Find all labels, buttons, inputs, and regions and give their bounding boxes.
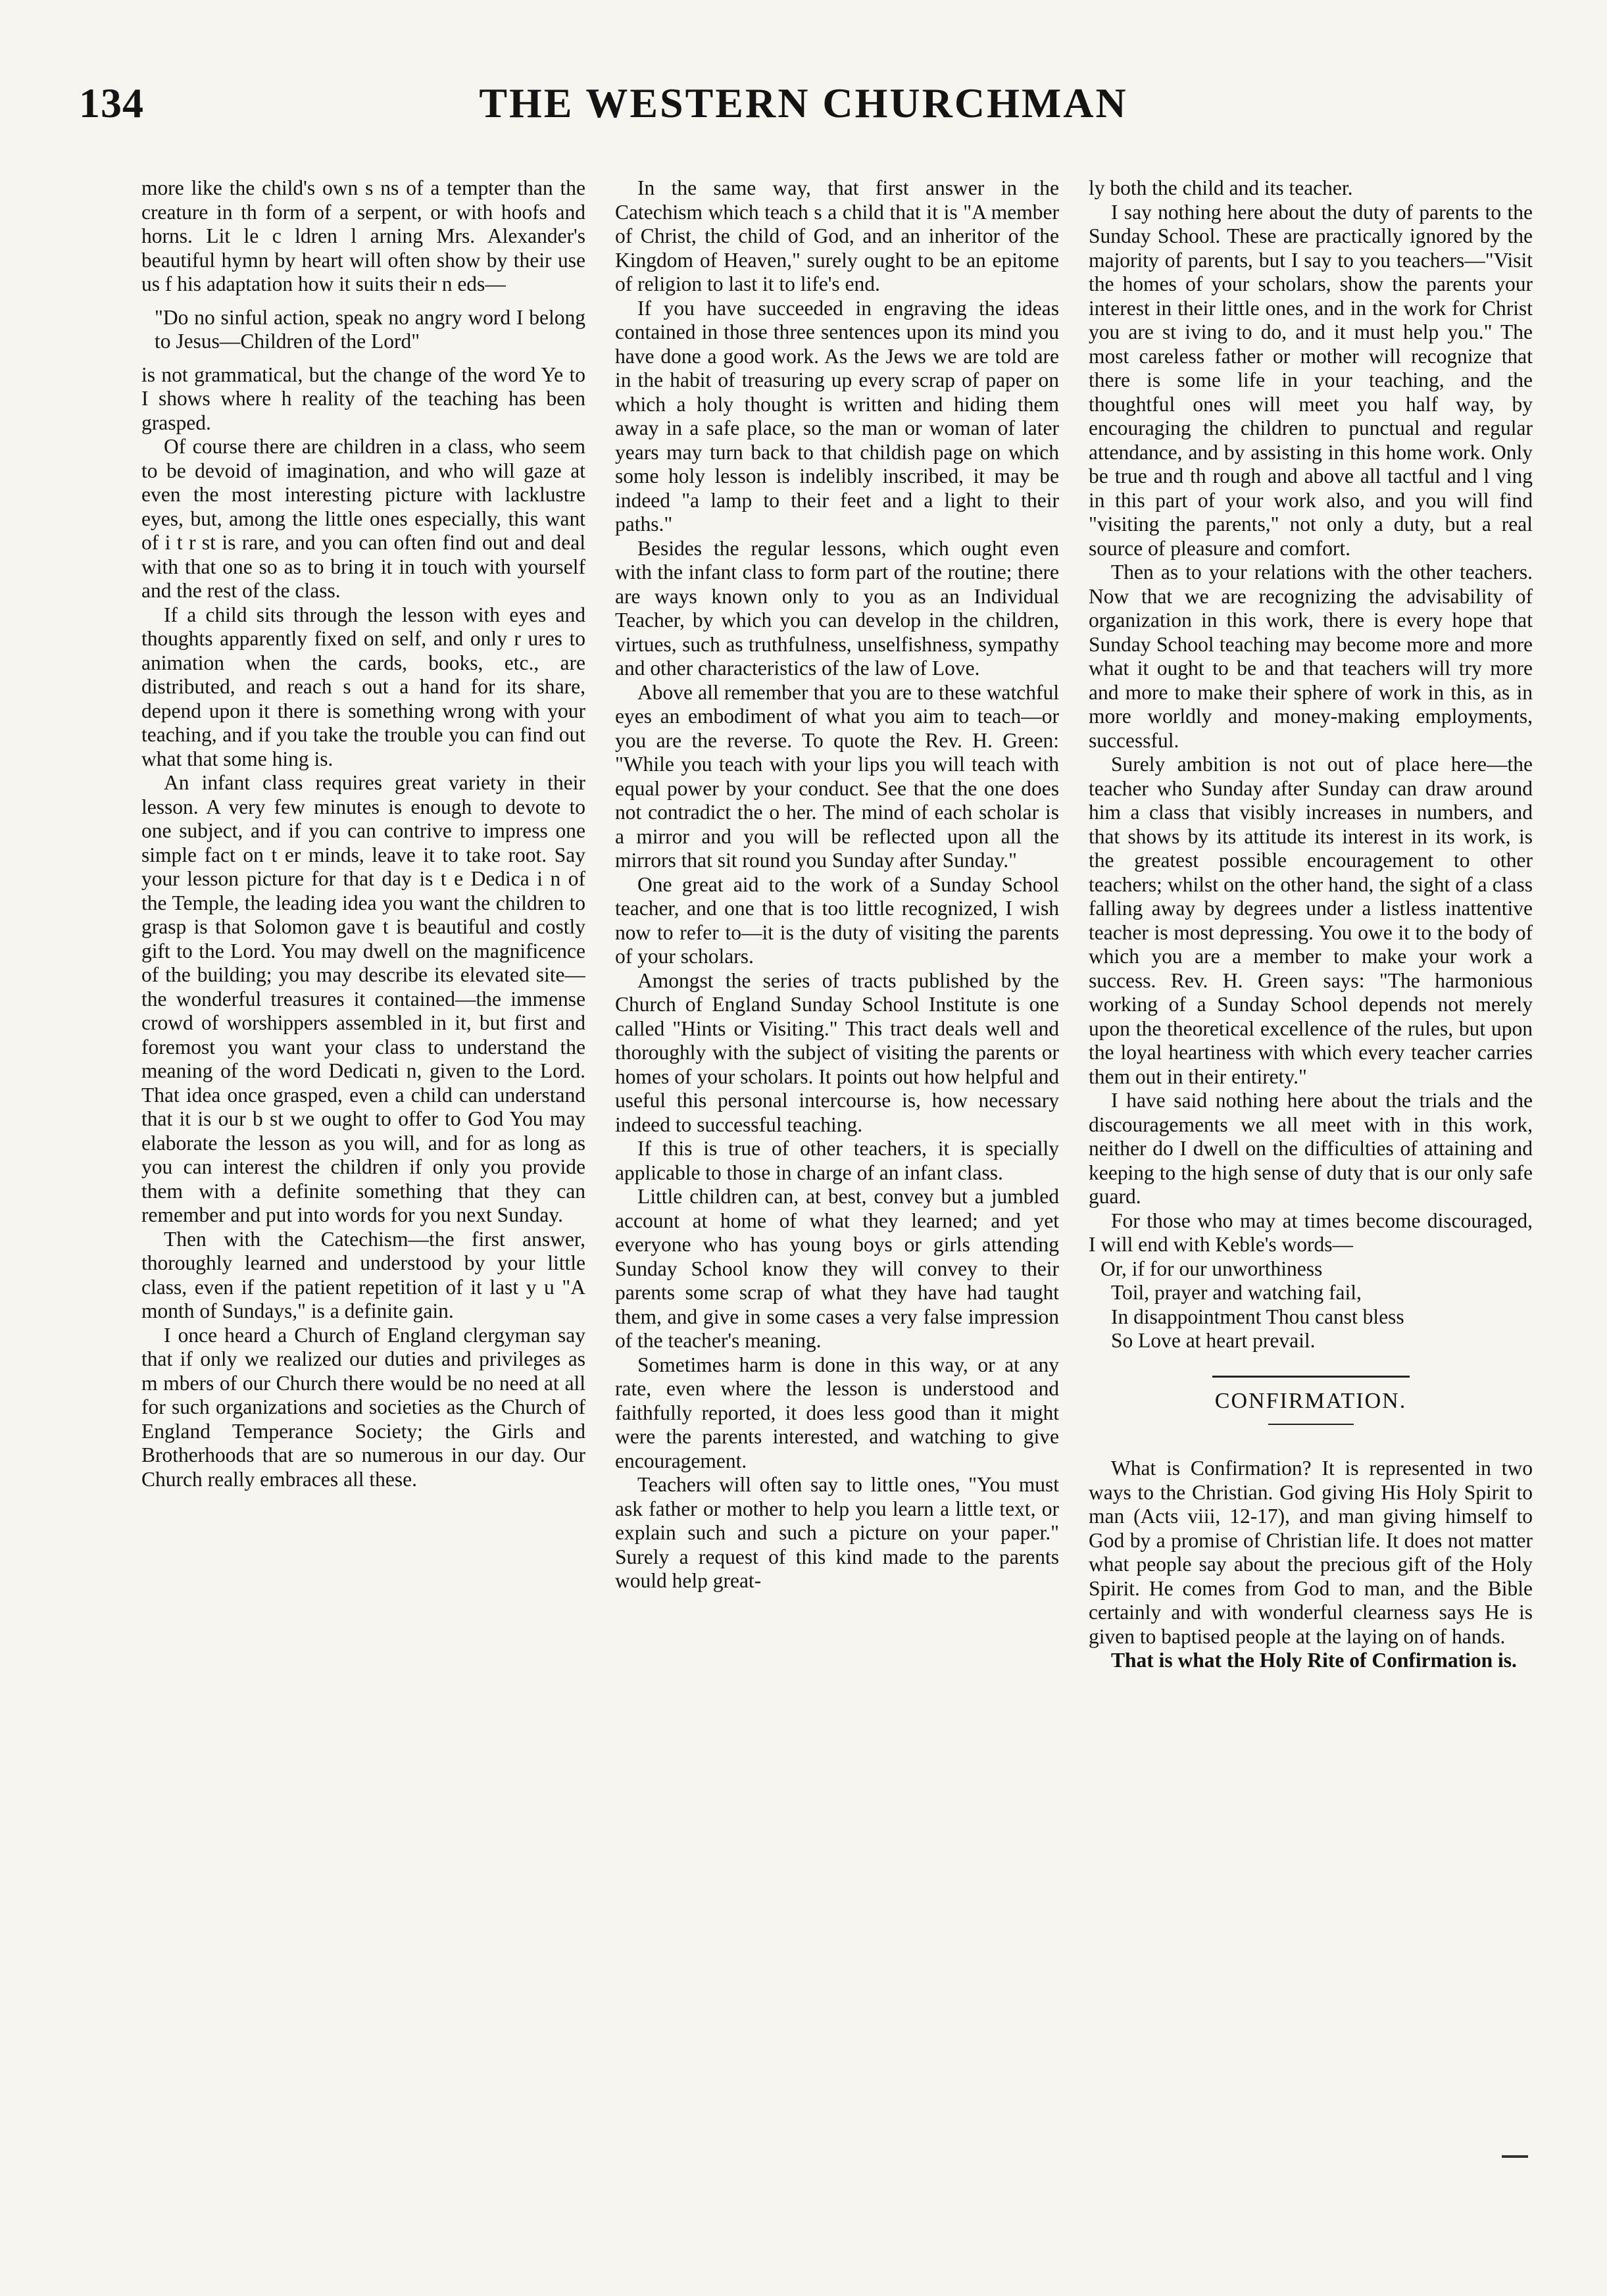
column-2 <box>615 176 1059 2157</box>
poem-line: Or, if for our unworthiness <box>1100 1257 1323 1280</box>
paragraph: One great aid to the work of a Sunday School teacher, and one that is too little recognized, I wish now to refer to—it is the duty of visiting the parents of your scholars. <box>615 872 1059 968</box>
paragraph-continued: is not grammatical, but the change of the word Ye to I shows where h reality of the teaching has been grasped. <box>141 362 585 434</box>
column-3 <box>1089 176 1533 2157</box>
quoted-verse: "Do no sinful action, speak no angry word I belong to Jesus—Children of the Lord" <box>155 305 585 353</box>
paragraph: Above all remember that you are to these watchful eyes an embodiment of what you aim to teach—or you are the reverse. To quote the Rev. H. Green: "While you teach with your lips you will teach with equal power by your conduct. See that the one does not contradict the o her. The mind of each scholar is a mirror and you will be reflected upon all the mirrors that sit round you Sunday after Sunday." <box>615 680 1059 872</box>
column-1 <box>141 176 585 2157</box>
paragraph: If this is true of other teachers, it is specially applicable to those in charge of an infant class. <box>615 1137 1059 1184</box>
paragraph-continued: ly both the child and its teacher. <box>1089 176 1353 199</box>
paragraph: For those who may at times become discouraged, I will end with Keble's words— <box>1089 1209 1533 1256</box>
paragraph: Surely ambition is not out of place here—the teacher who Sunday after Sunday can draw around him a class that visibly increases in numbers, and that shows by its attitude its interest in its work, is the greatest possible encouragement to other teachers; whilst on the other hand, the sight of a class falling away by degrees under a listless inattentive teacher is most depressing. You owe it to the body of which you are a member to make your work a success. Rev. H. Green says: "The harmonious working of a Sunday School depends not merely upon the theoretical excellence of the rules, but upon the loyal heartiness with which every teacher carries them out in their entirety." <box>1089 753 1533 1088</box>
paragraph: I say nothing here about the duty of parents to the Sunday School. These are practically ignored by the majority of parents, but I say to you teachers—"Visit the homes of your scholars, show the parents your interest in their little ones, and in the work for Christ you are st iving to do, and it must help you." The most careless father or mother will recognize that there is some life in your teaching, and the thoughtful ones will meet you half way, by encouraging the children to punctual and regular attendance, and by assisting in this home work. Only be true and th rough and above all tactful and l ving in this part of your work also, and you will find "visiting the parents," not only a duty, but a real source of pleasure and comfort. <box>1089 200 1533 560</box>
poem-line: In disappointment Thou canst bless <box>1111 1305 1404 1328</box>
paragraph: Little children can, at best, convey but a jumbled account at home of what they learned; and yet everyone who has young boys or girls attending Sunday School know they will convey to their parents some scrap of what they have had taught them, and give in some cases a very false impression of the teacher's meaning. <box>615 1185 1059 1352</box>
article-columns <box>141 176 1533 2157</box>
masthead-title: THE WESTERN CHURCHMAN <box>479 80 1128 126</box>
paragraph: Besides the regular lessons, which ought even with the infant class to form part of the routine; there are ways known only to you as an Individual Teacher, by which you can develop in the children, virtues, such as truthfulness, unselfishness, sympathy and other characteristics of the law of Love. <box>615 536 1059 680</box>
section-rule <box>1212 1376 1410 1378</box>
closing-line: That is what the Holy Rite of Confirmation is. <box>1111 1649 1517 1672</box>
paragraph: If a child sits through the lesson with eyes and thoughts apparently fixed on self, and only r ures to animation when the cards, books, etc., are distributed, and reach s out a hand for its share, depend upon it there is something wrong with your teaching, and if you take the trouble you can find out what that some hing is. <box>141 603 585 770</box>
paragraph: I once heard a Church of England clergyman say that if only we realized our duties and privileges as m mbers of our Church there would be no need at all for such organizations and societies as the Church of England Temperance Society; the Girls and Brotherhoods that are so numerous in our day. Our Church really embraces all these. <box>141 1323 585 1491</box>
paragraph: An infant class requires great variety in their lesson. A very few minutes is enough to devote to one subject, and if you can contrive to impress one simple fact on t er minds, leave it to take root. Say your lesson picture for that day is t e Dedica i n of the Temple, the leading idea you want the children to grasp is that Solomon gave t is beautiful and costly gift to the Lord. You may dwell on the magnificence of the building; you may describe its elevated site—the wonderful treasures it contained—the immense crowd of worshippers assembled in it, but first and foremost you want your class to understand the meaning of the word Dedicati n, given to the Lord. That idea once grasped, even a child can understand that it is our b st we ought to offer to God You may elaborate the lesson as you will, and for as long as you can interest the children if only you provide them with a definite something that they can remember and put into words for you next Sunday. <box>141 771 585 1226</box>
paragraph: Teachers will often say to little ones, "You must ask father or mother to help you learn a little text, or explain such and such a picture on your paper." Surely a request of this kind made to the parents would help great- <box>615 1473 1059 1592</box>
paragraph: If you have succeeded in engraving the ideas contained in those three sentences upon its mind you have done a good work. As the Jews we are told are in the habit of treasuring up every scrap of paper on which a holy thought is written and hiding them away in a safe place, so the man or woman of later years may turn back to that childish page on which some holy lesson is indelibly inscribed, it may be indeed "a lamp to their feet and a light to their paths." <box>615 296 1059 536</box>
paragraph-continued: more like the child's own s ns of a tempter than the creature in th form of a serpent, or with hoofs and horns. Lit le c ldren l arning Mrs. Alexander's beautiful hymn by heart will often show by their use us f his adaptation how it suits their n eds— <box>141 176 585 295</box>
paragraph: Then as to your relations with the other teachers. Now that we are recognizing the advisability of organization in this work, there is every hope that Sunday School teaching may become more and more what it ought to be and that teachers will try more and more to make their sphere of work in this, as in more worldly and money-making employments, successful. <box>1089 561 1533 752</box>
paragraph: Of course there are children in a class, who seem to be devoid of imagination, and who will gaze at even the most interesting picture with lacklustre eyes, but, among the little ones especially, this want of i t r st is rare, and you can often find out and deal with that one so as to bring it in touch with yourself and the rest of the class. <box>141 435 585 602</box>
paragraph: In the same way, that first answer in the Catechism which teach s a child that it is "A member of Christ, the child of God, and an inheritor of the Kingdom of Heaven," surely ought to be an epitome of religion to last it to life's end. <box>615 176 1059 295</box>
poem-line: So Love at heart prevail. <box>1111 1329 1316 1352</box>
section-heading: CONFIRMATION. <box>1089 1389 1533 1426</box>
paragraph: Sometimes harm is done in this way, or at any rate, even where the lesson is understood and faithfully reported, it does less good than it might were the parents interested, and watching to give encouragement. <box>615 1353 1059 1472</box>
paragraph: Then with the Catechism—the first answer, thoroughly learned and understood by your little class, even if the patient repetition of it last y u "A month of Sundays," is a definite gain. <box>141 1227 585 1322</box>
poem-line: Toil, prayer and watching fail, <box>1111 1281 1362 1304</box>
paragraph: I have said nothing here about the trials and the discouragements we all meet with in this work, neither do I dwell on the difficulties of attaining and keeping to the high sense of duty that is our only safe guard. <box>1089 1089 1533 1208</box>
page-number: 134 <box>79 80 144 126</box>
paragraph: What is Confirmation? It is represented in two ways to the Christian. God giving His Holy Spirit to man (Acts viii, 12-17), and man giving himself to God by a promise of Christian life. It does not matter what people say about the precious gift of the Holy Spirit. He comes from God to man, and the Bible certainly and with wonderful clearness says He is given to baptised people at the laying on of hands. <box>1089 1457 1533 1648</box>
edge-mark <box>1502 2155 1528 2158</box>
paragraph: Amongst the series of tracts published by the Church of England Sunday School Institute is one called "Hints or Visiting." This tract deals well and thoroughly with the subject of visiting the parents or homes of your scholars. It points out how helpful and useful this personal intercourse is, how necessary indeed to successful teaching. <box>615 968 1059 1136</box>
